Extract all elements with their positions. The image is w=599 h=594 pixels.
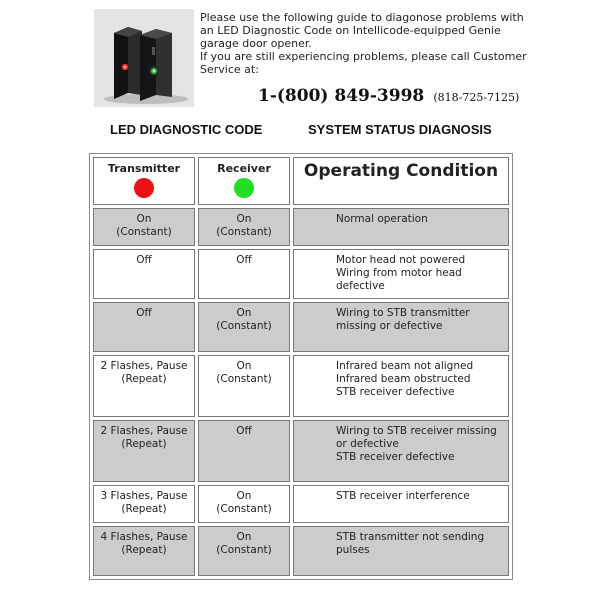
condition-cell-text: Normal operation — [336, 213, 428, 225]
transmitter-code-cell-text: (Repeat) — [121, 438, 167, 450]
transmitter-code-cell — [93, 526, 195, 576]
transmitter-code-cell — [93, 249, 195, 299]
receiver-code-cell — [198, 355, 290, 417]
table-row — [93, 485, 509, 523]
receiver-code-cell-text: Off — [236, 254, 252, 266]
condition-cell-text: Infrared beam not aligned — [336, 360, 474, 372]
diagnostic-table — [89, 153, 513, 580]
condition-cell — [293, 302, 509, 352]
receiver-code-cell — [198, 302, 290, 352]
table-header-row — [93, 157, 509, 205]
condition-cell-text: Wiring from motor head defective — [336, 267, 462, 292]
transmitter-header-label: Transmitter — [107, 162, 181, 175]
condition-cell-text: STB receiver defective — [336, 386, 455, 398]
table-row — [93, 420, 509, 482]
phone-number — [258, 86, 519, 106]
condition-cell-text: STB transmitter not sending pulses — [336, 531, 485, 556]
transmitter-code-cell — [93, 302, 195, 352]
receiver-code-cell-text: (Constant) — [216, 544, 272, 556]
transmitter-code-cell — [93, 208, 195, 246]
transmitter-code-cell-text: 2 Flashes, Pause — [100, 425, 188, 437]
condition-cell-text: Wiring to STB receiver missing or defective — [336, 425, 497, 450]
table-row — [93, 355, 509, 417]
transmitter-code-cell — [93, 485, 195, 523]
intro-paragraph: Please use the following guide to diagonose problems with an LED Diagnostic Code on Intellicode-equipped Genie garage door opener. — [200, 11, 524, 50]
table-row — [93, 526, 509, 576]
condition-header-label: Operating Condition — [303, 161, 499, 181]
intro-text — [200, 11, 540, 76]
green-led-icon — [234, 178, 254, 198]
receiver-code-cell — [198, 208, 290, 246]
condition-cell — [293, 355, 509, 417]
receiver-code-cell-text: (Constant) — [216, 503, 272, 515]
transmitter-code-cell-text: Off — [136, 254, 152, 266]
condition-cell — [293, 208, 509, 246]
phone-main: 1-(800) 849-3998 — [258, 86, 425, 106]
transmitter-code-cell-text: (Repeat) — [121, 503, 167, 515]
red-led-icon — [134, 178, 154, 198]
receiver-code-cell — [198, 485, 290, 523]
transmitter-header — [93, 157, 195, 205]
condition-cell-text: STB receiver interference — [336, 490, 470, 502]
transmitter-code-cell-text: (Repeat) — [121, 373, 167, 385]
led-diagnostic-heading: LED DIAGNOSTIC CODE — [110, 122, 263, 137]
transmitter-code-cell-text: Off — [136, 307, 152, 319]
condition-cell — [293, 485, 509, 523]
receiver-header-label: Receiver — [217, 162, 271, 175]
receiver-code-cell — [198, 249, 290, 299]
transmitter-code-cell-text: On — [136, 213, 152, 225]
transmitter-code-cell-text: 4 Flashes, Pause — [100, 531, 188, 543]
transmitter-code-cell-text: (Constant) — [116, 226, 172, 238]
condition-cell-text: Infrared beam obstructed — [336, 373, 471, 385]
condition-cell-text: Wiring to STB transmitter missing or defective — [336, 307, 470, 332]
transmitter-code-cell — [93, 355, 195, 417]
phone-alternate: (818-725-7125) — [433, 91, 520, 104]
table-row — [93, 302, 509, 352]
receiver-code-cell-text: On — [236, 490, 252, 502]
receiver-code-cell-text: (Constant) — [216, 320, 272, 332]
safety-sensor-image — [94, 9, 194, 107]
product-photo — [94, 9, 194, 107]
condition-cell-text: Motor head not powered — [336, 254, 466, 266]
receiver-code-cell-text: On — [236, 531, 252, 543]
receiver-code-cell-text: On — [236, 360, 252, 372]
receiver-code-cell-text: On — [236, 307, 252, 319]
receiver-code-cell-text: (Constant) — [216, 373, 272, 385]
receiver-code-cell-text: Off — [236, 425, 252, 437]
receiver-code-cell-text: On — [236, 213, 252, 225]
condition-header — [293, 157, 509, 205]
system-status-heading: SYSTEM STATUS DIAGNOSIS — [308, 122, 492, 137]
transmitter-code-cell-text: (Repeat) — [121, 544, 167, 556]
transmitter-code-cell-text: 2 Flashes, Pause — [100, 360, 188, 372]
table-row — [93, 208, 509, 246]
receiver-code-cell — [198, 526, 290, 576]
table-row — [93, 249, 509, 299]
intro-contact-paragraph: If you are still experiencing problems, please call Customer Service at: — [200, 50, 527, 76]
receiver-code-cell-text: (Constant) — [216, 226, 272, 238]
condition-cell — [293, 420, 509, 482]
condition-cell — [293, 526, 509, 576]
condition-cell-text: STB receiver defective — [336, 451, 455, 463]
transmitter-code-cell — [93, 420, 195, 482]
receiver-code-cell — [198, 420, 290, 482]
receiver-header — [198, 157, 290, 205]
condition-cell — [293, 249, 509, 299]
transmitter-code-cell-text: 3 Flashes, Pause — [100, 490, 188, 502]
